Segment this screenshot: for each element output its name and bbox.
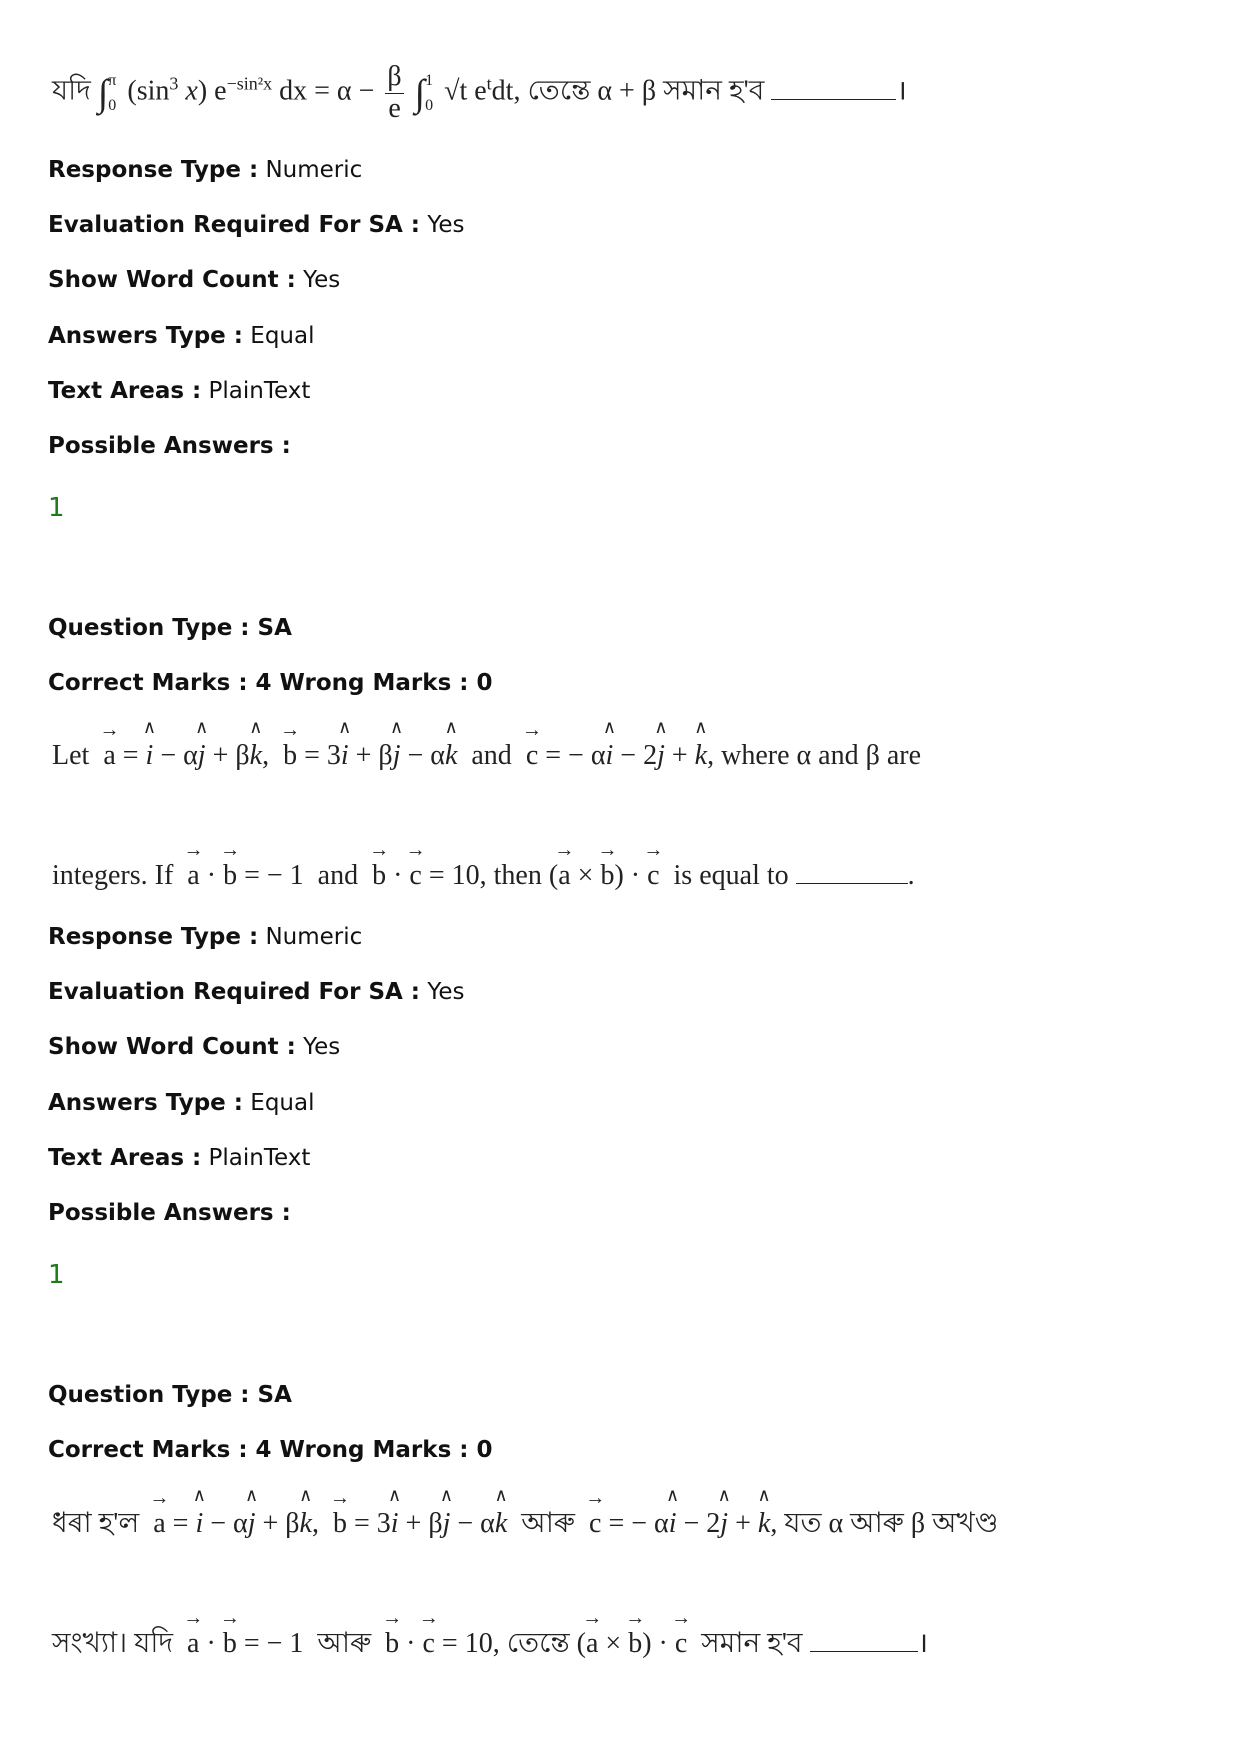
- beta-over-e: $\frac{\beta}{e}$: [387, 61, 402, 124]
- q1-possible-answers: Possible Answers :: [48, 433, 291, 459]
- integral-sign-2: ∫: [414, 72, 426, 115]
- answer-blank: [796, 883, 908, 884]
- q1-response-type: Response Type : Numeric: [48, 157, 363, 183]
- q1-equation: যদি ∫ π 0 ($\sin^3$ x) $e^{-sin^2x}$ dx = α − $\frac{\beta}{e}$ ∫ 1 0 √t $e^tdt$, তেন্তে α + β সমান হ'ব ।: [52, 61, 907, 124]
- q2-answers-type: Answers Type : Equal: [48, 1090, 315, 1116]
- q1-text-areas: Text Areas : PlainText: [48, 378, 311, 404]
- q1-answer: 1: [48, 493, 65, 523]
- q2-possible-answers: Possible Answers :: [48, 1200, 291, 1226]
- q1-answers-type: Answers Type : Equal: [48, 323, 315, 349]
- answer-blank: [810, 1651, 918, 1652]
- q2-response-type: Response Type : Numeric: [48, 924, 363, 950]
- q2-line1: Let → a = ∧ i − α∧ j + β∧ k, → b = 3∧ i + β∧ j − α∧ k and → c = − α∧ i − 2∧ j + ∧ k, where α and β are: [52, 742, 1052, 770]
- integral-limits-2: 1 0: [425, 71, 434, 115]
- q1-show-word-count: Show Word Count : Yes: [48, 267, 341, 293]
- integral-limits: π 0: [108, 71, 117, 115]
- q1-prefix: যদি: [52, 75, 91, 107]
- q2-question-type: Question Type : SA: [48, 615, 292, 641]
- q2-line2: integers. If → a · → b = − 1 and → b · → c = 10, then (→ a × → b) · → c is equal to .: [52, 862, 1052, 890]
- answer-blank: [771, 99, 896, 100]
- q3-line2: সংখ্যা। যদি → a · → b = − 1 আৰু → b · → c = 10, তেন্তে (→ a × → b) · → c সমান হ'ব ।: [52, 1630, 1052, 1658]
- q3-marks: Correct Marks : 4 Wrong Marks : 0: [48, 1437, 493, 1463]
- q3-question-type: Question Type : SA: [48, 1382, 292, 1408]
- q2-text-areas: Text Areas : PlainText: [48, 1145, 311, 1171]
- q2-show-word-count: Show Word Count : Yes: [48, 1034, 341, 1060]
- q2-evaluation-required: Evaluation Required For SA : Yes: [48, 979, 465, 1005]
- q1-evaluation-required: Evaluation Required For SA : Yes: [48, 212, 465, 238]
- q2-answer: 1: [48, 1260, 65, 1290]
- q3-line1: ধৰা হ'ল → a = ∧ i − α∧ j + β∧ k, → b = 3∧ i + β∧ j − α∧ k আৰু → c = − α∧ i − 2∧ j + ∧ k, যত α আৰু β অখণ্ড: [52, 1510, 1052, 1538]
- integral-sign: ∫: [97, 72, 109, 115]
- q2-marks: Correct Marks : 4 Wrong Marks : 0: [48, 670, 493, 696]
